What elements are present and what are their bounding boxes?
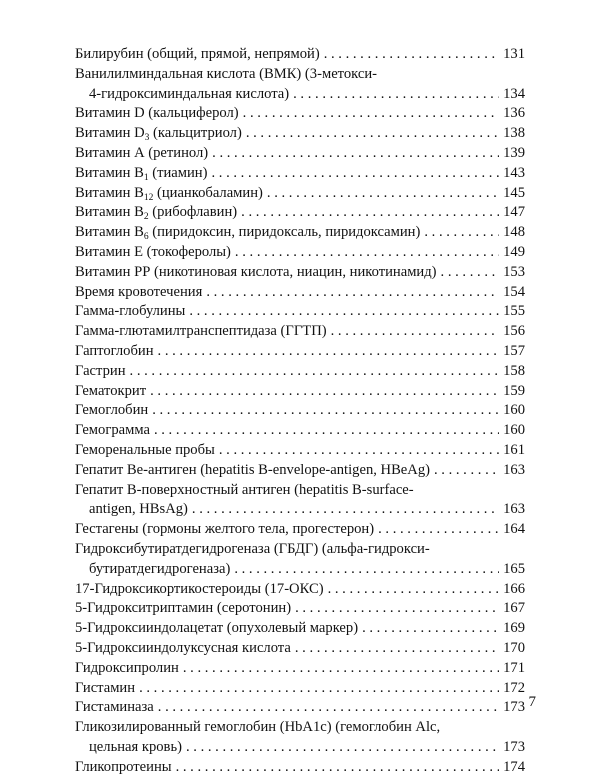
dot-leader: [295, 639, 499, 659]
toc-entry-title: Время кровотечения: [75, 283, 203, 300]
toc-entry-subscript: 2: [143, 212, 149, 223]
toc-entry-title: Геморенальные пробы: [75, 441, 215, 458]
toc-entry-title: Витамин $В_2$ (рибофлавин): [75, 204, 238, 223]
dot-leader: [206, 283, 499, 303]
dot-leader: [324, 45, 499, 65]
toc-entry: [75, 441, 525, 461]
toc-entry: [75, 580, 525, 600]
toc-entry-page: 170: [503, 639, 525, 656]
toc-entry-subscript: 3: [144, 133, 150, 144]
toc-entry: [75, 342, 525, 362]
toc-entry: [75, 461, 525, 481]
toc-entry-page: 159: [503, 382, 525, 399]
toc-entry-title: Гастрин: [75, 362, 126, 379]
dot-leader: [212, 144, 499, 164]
toc-entry-title: Гликопротеины: [75, 758, 172, 775]
dot-leader: [219, 441, 499, 461]
toc-entry-title: 5-Гидроксииндолацетат (опухолевый маркер): [75, 620, 359, 637]
toc-entry-title: Витамин Е (токоферолы): [75, 243, 231, 260]
table-of-contents: [75, 45, 525, 777]
dot-leader: [152, 401, 499, 421]
toc-entry: [75, 619, 525, 639]
toc-entry: [75, 164, 525, 184]
toc-entry: [75, 203, 525, 223]
dot-leader: [189, 302, 499, 322]
dot-leader: [158, 342, 500, 362]
toc-entry-title: 5-Гидрокситриптамин (серотонин): [75, 600, 292, 617]
dot-leader: [293, 85, 499, 105]
toc-entry: [75, 718, 525, 758]
toc-entry-page: 136: [503, 105, 525, 122]
toc-entry-page: 164: [503, 521, 525, 538]
dot-leader: [183, 659, 499, 679]
toc-entry-title: Гестагены (гормоны желтого тела, прогестерон): [75, 521, 375, 538]
toc-entry: [75, 362, 525, 382]
toc-entry-page: 160: [503, 422, 525, 439]
toc-entry: [75, 421, 525, 441]
dot-leader: [243, 104, 499, 124]
toc-entry-title: Гематокрит: [75, 382, 147, 399]
toc-entry-title: Витамин $В_1$ (тиамин): [75, 164, 208, 183]
toc-entry-page: 174: [503, 758, 525, 775]
toc-entry-page: 155: [503, 303, 525, 320]
toc-entry-page: 172: [503, 679, 525, 696]
toc-entry-title: Гистамин: [75, 679, 136, 696]
toc-entry-subscript: 6: [143, 232, 149, 243]
toc-entry: [75, 283, 525, 303]
toc-entry-page: 158: [503, 362, 525, 379]
dot-leader: [246, 124, 499, 144]
dot-leader: [234, 560, 499, 580]
toc-entry-title-rest: (цианкобаламин): [153, 184, 263, 201]
toc-entry-title: Гамма-глобулины: [75, 303, 186, 320]
toc-entry-page: 139: [503, 144, 525, 161]
dot-leader: [176, 758, 500, 777]
toc-entry-title: цельная кровь): [89, 738, 182, 755]
dot-leader: [424, 223, 499, 243]
toc-entry-page: 154: [503, 283, 525, 300]
toc-entry-title: Билирубин (общий, прямой, непрямой): [75, 46, 320, 62]
toc-entry-title: Гаптоглобин: [75, 342, 154, 359]
toc-entry-page: 171: [503, 659, 525, 676]
toc-entry: [75, 758, 525, 777]
toc-entry: [75, 104, 525, 124]
toc-entry-title: Витамин $В_6$ (пиридоксин, пиридоксаль, пиридоксамин): [75, 224, 421, 243]
page-number: 7: [528, 694, 536, 710]
toc-entry: [75, 184, 525, 204]
toc-entry-title: Гидроксипролин: [75, 659, 179, 676]
toc-entry-title: Гепатит Ве-антиген (hepatitis B-envelope-antigen, HBeAg): [75, 461, 430, 478]
toc-entry-page: 163: [503, 501, 525, 518]
toc-entry-page: 157: [503, 342, 525, 359]
toc-entry-title: Гемоглобин: [75, 402, 149, 419]
toc-entry-title: Витамин $В_{12}$ (цианкобаламин): [75, 184, 263, 203]
toc-entry-page: 169: [503, 620, 525, 637]
toc-entry-title: Витамин D (кальциферол): [75, 105, 239, 122]
toc-entry-page: 173: [503, 699, 525, 716]
toc-entry-title: 5-Гидроксииндолуксусная кислота: [75, 639, 291, 656]
dot-leader: [295, 599, 499, 619]
toc-entry-title: Ванилилминдальная кислота (ВМК) (3-метокси-: [75, 65, 378, 82]
toc-entry-page: 131: [503, 46, 525, 62]
dot-leader: [211, 164, 499, 184]
toc-entry-page: 163: [503, 461, 525, 478]
toc-entry-page: 149: [503, 243, 525, 260]
dot-leader: [328, 580, 500, 600]
dot-leader: [362, 619, 499, 639]
toc-entry-title-rest: (кальцитриол): [149, 125, 242, 142]
toc-entry-page: 148: [503, 224, 525, 241]
toc-entry: [75, 520, 525, 540]
toc-entry: [75, 263, 525, 283]
toc-entry-title: Витамин А (ретинол): [75, 144, 209, 161]
toc-entry-page: 134: [503, 85, 525, 102]
toc-entry: [75, 540, 525, 580]
dot-leader: [130, 362, 500, 382]
toc-entry: [75, 144, 525, 164]
toc-entry: [75, 382, 525, 402]
dot-leader: [378, 520, 499, 540]
dot-leader: [434, 461, 499, 481]
toc-entry: [75, 302, 525, 322]
toc-entry-title: Гепатит В-поверхностный антиген (hepatitis B-surface-: [75, 481, 414, 498]
toc-entry-page: 160: [503, 402, 525, 419]
toc-entry-subscript: 1: [143, 172, 149, 183]
toc-entry-page: 165: [503, 560, 525, 577]
toc-entry-title: Гликозилированный гемоглобин (HbA1c) (гемоглобин Alc,: [75, 719, 441, 736]
dot-leader: [235, 243, 499, 263]
dot-leader: [331, 322, 500, 342]
toc-entry-title: Гидроксибутиратдегидрогеназа (ГБДГ) (альфа-гидрокси-: [75, 540, 430, 557]
toc-entry: [75, 639, 525, 659]
toc-entry-page: 173: [503, 738, 525, 755]
toc-entry-page: 147: [503, 204, 525, 221]
toc-entry-page: 138: [503, 125, 525, 142]
toc-entry: [75, 481, 525, 521]
toc-entry-title: 17-Гидроксикортикостероиды (17-ОКС): [75, 580, 324, 597]
dot-leader: [154, 421, 499, 441]
toc-entry: [75, 322, 525, 342]
toc-entry: [75, 65, 525, 105]
dot-leader: [192, 500, 499, 520]
toc-entry-page: 161: [503, 441, 525, 458]
toc-entry-title-rest: (рибофлавин): [148, 204, 238, 221]
toc-entry-title: Витамин $D_3$ (кальцитриол): [75, 125, 242, 144]
toc-entry-page: 143: [503, 164, 525, 181]
toc-entry-title-rest: (пиридоксин, пиридоксаль, пиридоксамин): [148, 224, 421, 241]
toc-entry: [75, 659, 525, 679]
toc-entry-page: 145: [503, 184, 525, 201]
toc-entry-page: 166: [503, 580, 525, 597]
dot-leader: [186, 738, 499, 758]
toc-entry-title: Гистаминаза: [75, 699, 154, 716]
toc-entry: [75, 124, 525, 144]
toc-entry-title: бутиратдегидрогеназа): [89, 560, 231, 577]
toc-entry-page: 153: [503, 263, 525, 280]
dot-leader: [241, 203, 499, 223]
toc-entry-subscript: 12: [143, 192, 154, 203]
dot-leader: [441, 263, 500, 283]
toc-entry-title: Витамин РР (никотиновая кислота, ниацин, никотинамид): [75, 263, 437, 280]
toc-entry-page: 156: [503, 323, 525, 340]
toc-entry-title: 4-гидроксиминдальная кислота): [89, 85, 290, 102]
toc-entry-page: 167: [503, 600, 525, 617]
toc-entry-title: antigen, HBsAg): [89, 501, 188, 518]
toc-entry-title: Гемограмма: [75, 422, 150, 439]
toc-entry-title-rest: (тиамин): [148, 164, 208, 181]
toc-entry: [75, 599, 525, 619]
dot-leader: [150, 382, 499, 402]
dot-leader: [267, 184, 499, 204]
toc-entry: [75, 45, 525, 65]
toc-entry: [75, 401, 525, 421]
toc-entry: [75, 223, 525, 243]
toc-entry-title: Гамма-глютамилтранспептидаза (ГГТП): [75, 323, 327, 340]
toc-entry: [75, 243, 525, 263]
